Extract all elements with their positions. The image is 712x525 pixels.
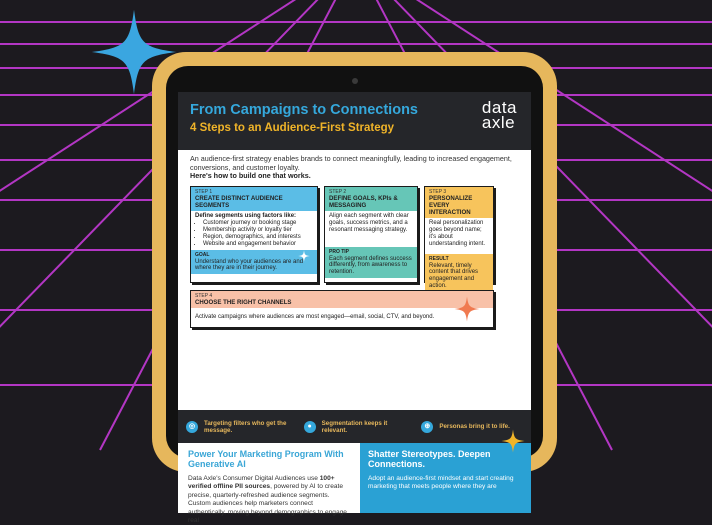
logo-line-1: data [481, 98, 517, 117]
step-1-lead: Define segments using factors like: [195, 212, 297, 219]
sparkle-icon [501, 429, 525, 453]
list-item: • Website and engagement behavior [203, 241, 313, 248]
data-axle-logo [482, 100, 517, 130]
steps-section [178, 186, 531, 320]
stereotypes-title: Shatter Stereotypes. Deepen Connections. [368, 449, 491, 469]
benefit-segmentation [296, 420, 414, 434]
benefit-text: Segmentation keeps it relevant. [321, 419, 388, 434]
user-icon: ● [304, 421, 316, 433]
camera-dot [352, 78, 358, 84]
step-3-title: PERSONALIZE EVERY INTERACTION [429, 194, 473, 216]
stereotypes-panel [360, 443, 531, 513]
goal-label: GOAL [195, 251, 210, 258]
step-3-footer [425, 254, 493, 292]
step-3-body: Real personalization goes beyond name; it's about understanding intent. [425, 218, 493, 254]
result-text: Relevant, timely content that drives engagement and action. [429, 262, 479, 289]
pro-tip-label: PRO TIP [329, 248, 350, 255]
globe-icon: ⊕ [421, 421, 433, 433]
hero-banner [178, 92, 531, 150]
intro-bold: Here's how to build one that works. [190, 171, 311, 181]
step-4-title: CHOOSE THE RIGHT CHANNELS [195, 298, 292, 306]
step-card-4 [190, 290, 494, 328]
step-card-2 [324, 186, 418, 283]
intro-paragraph [178, 150, 531, 181]
step-4-body: Activate campaigns where audiences are most engaged—email, social, CTV, and beyond. [191, 308, 493, 323]
step-2-header [325, 187, 417, 211]
intro-text: An audience-first strategy enables brands to connect meaningfully, leading to increased engagement, conversions, and customer loyalty. [190, 154, 512, 172]
generative-ai-panel [178, 443, 360, 525]
text-bold: 100+ verified offline PII sources [188, 475, 335, 491]
step-4-number: STEP 4 [195, 292, 213, 299]
step-3-number: STEP 3 [429, 188, 447, 195]
step-1-header [191, 187, 317, 211]
step-4-header [191, 291, 493, 308]
step-card-3 [424, 186, 494, 289]
text-part: , powered by AI to create precise, quarterly-refreshed audience segments. Custom audiences help marketers connect authentically, moving beyond demographics to engage real [188, 483, 347, 525]
sparkle-icon [454, 296, 480, 322]
list-item: • Region, demographics, and interests [203, 234, 313, 241]
lower-section [178, 443, 531, 525]
hero-title: From Campaigns to Connections [190, 102, 418, 118]
goal-text: Understand who your audiences are and where they are in their journey. [195, 258, 304, 272]
step-2-body: Align each segment with clear goals, success metrics, and a resonant messaging strategy. [325, 211, 417, 247]
generative-ai-title: Power Your Marketing Program With Generative AI [188, 449, 344, 469]
tablet-bezel [166, 66, 543, 525]
target-icon: ◎ [186, 421, 198, 433]
step-2-number: STEP 2 [329, 188, 347, 195]
stereotypes-text: Adopt an audience-first mindset and start creating marketing that meets people where they are [368, 475, 514, 491]
list-item: • Customer journey or booking stage [203, 220, 313, 227]
generative-ai-text [188, 475, 350, 525]
logo-line-2: axle [481, 113, 516, 132]
list-item: • Membership activity or loyalty tier [203, 227, 313, 234]
step-2-title: DEFINE GOALS, KPIs & MESSAGING [329, 194, 398, 209]
text-part: Data Axle's Consumer Digital Audiences use [188, 475, 320, 482]
result-label: RESULT [429, 255, 449, 262]
hero-subtitle: 4 Steps to an Audience-First Strategy [190, 122, 395, 134]
step-2-footer [325, 247, 417, 278]
benefit-targeting [178, 420, 296, 434]
benefit-text: Targeting filters who get the message. [204, 419, 287, 434]
benefits-strip [178, 410, 531, 443]
step-1-body [191, 211, 317, 250]
benefit-text: Personas bring it to life. [439, 423, 510, 430]
sparkle-icon [298, 250, 310, 262]
pro-tip-text: Each segment defines success differently, from awareness to retention. [329, 255, 412, 276]
step-card-1 [190, 186, 318, 283]
step-1-bullets [195, 220, 313, 248]
step-1-title: CREATE DISTINCT AUDIENCE SEGMENTS [195, 194, 283, 209]
tablet-frame [152, 52, 557, 525]
infographic-screen [178, 92, 531, 525]
step-1-number: STEP 1 [195, 188, 213, 195]
step-3-header [425, 187, 493, 218]
